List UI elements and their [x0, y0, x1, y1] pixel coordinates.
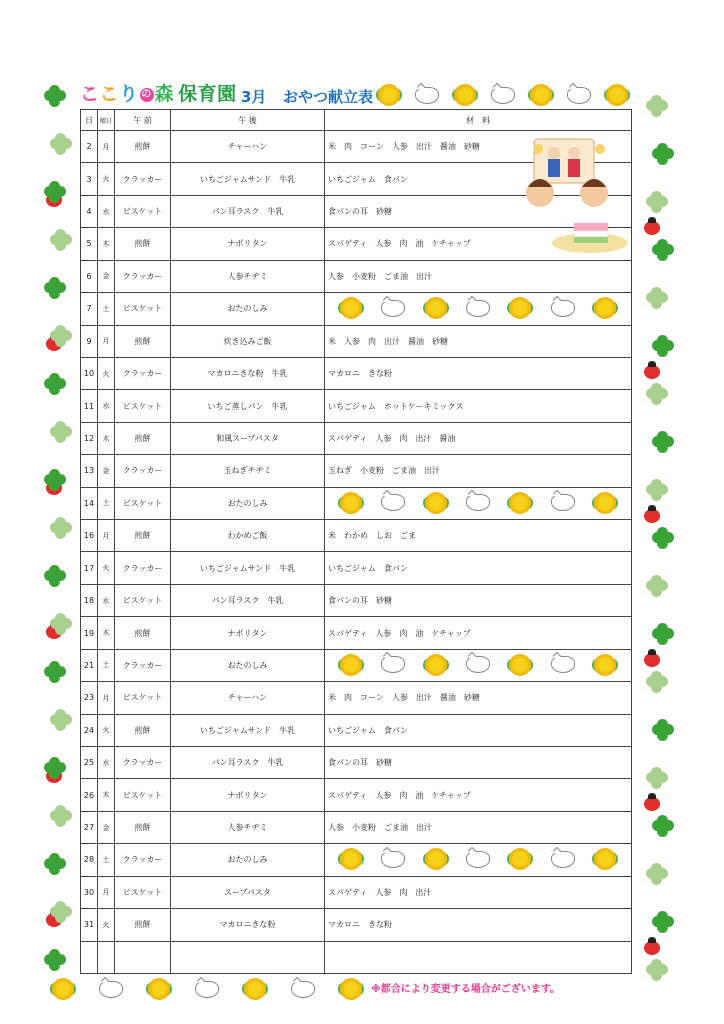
dandelion-icon: [425, 654, 447, 676]
am-snack-cell: [115, 941, 171, 973]
am-snack-cell: 煎餅: [115, 422, 171, 454]
day-cell: 7: [81, 293, 98, 325]
am-snack-cell: ビスケット: [115, 487, 171, 519]
cat-icon: [567, 87, 591, 104]
cat-icon: [381, 851, 405, 868]
ladybug-icon: [644, 365, 660, 379]
logo-char-2: こ: [99, 83, 120, 105]
table-row: [81, 779, 632, 811]
table-row: [81, 941, 632, 973]
am-snack-cell: 煎餅: [115, 714, 171, 746]
day-cell: 21: [81, 649, 98, 681]
day-cell: 3: [81, 163, 98, 195]
header-day: 日: [81, 110, 98, 131]
cell-garland-decoration: [340, 491, 616, 515]
dandelion-icon: [594, 297, 616, 319]
materials-cell: スパゲティ 人参 肉 油 ケチャップ: [325, 617, 632, 649]
dandelion-icon: [530, 84, 552, 106]
pm-snack-cell: チャーハン: [171, 682, 325, 714]
weekday-cell: 水: [98, 584, 115, 616]
clover-icon: [44, 85, 66, 107]
cat-icon: [381, 300, 405, 317]
materials-cell: いちごジャム 食パン: [325, 714, 632, 746]
header-pm: 午 後: [171, 110, 325, 131]
table-row: [81, 520, 632, 552]
weekday-cell: [98, 941, 115, 973]
table-row: [81, 552, 632, 584]
clover-icon: [646, 863, 668, 885]
clover-icon: [652, 623, 674, 645]
clover-icon: [646, 191, 668, 213]
weekday-cell: 土: [98, 293, 115, 325]
day-cell: 12: [81, 422, 98, 454]
page-title: おやつ献立表: [283, 88, 374, 106]
table-row: [81, 747, 632, 779]
table-row: [81, 876, 632, 908]
weekday-cell: 土: [98, 844, 115, 876]
dandelion-icon: [340, 848, 362, 870]
logo-char-6: 保育園: [178, 83, 237, 105]
materials-cell: 米 肉 コーン 人参 出汁 醤油 砂糖: [325, 131, 632, 163]
logo-char-4: の: [141, 89, 152, 100]
clover-icon: [44, 181, 66, 203]
materials-cell: [325, 487, 632, 519]
day-cell: 14: [81, 487, 98, 519]
clover-icon: [50, 229, 72, 251]
weekday-cell: 月: [98, 131, 115, 163]
weekday-cell: 火: [98, 357, 115, 389]
logo-char-3: り: [119, 83, 139, 105]
day-cell: 31: [81, 909, 98, 941]
nursery-logo: [80, 80, 237, 106]
table-row: [81, 487, 632, 519]
clover-icon: [646, 479, 668, 501]
am-snack-cell: 煎餅: [115, 228, 171, 260]
dandelion-icon: [594, 654, 616, 676]
day-cell: 27: [81, 811, 98, 843]
pm-snack-cell: おたのしみ: [171, 487, 325, 519]
weekday-cell: 火: [98, 909, 115, 941]
cell-garland-decoration: [340, 653, 616, 677]
weekday-cell: 木: [98, 617, 115, 649]
table-row: [81, 422, 632, 454]
dandelion-icon: [454, 84, 476, 106]
table-row: [81, 584, 632, 616]
cat-icon: [291, 981, 315, 998]
pm-snack-cell: 炊き込みご飯: [171, 325, 325, 357]
clover-icon: [50, 421, 72, 443]
pm-snack-cell: マカロニきな粉: [171, 909, 325, 941]
materials-cell: [325, 293, 632, 325]
ladybug-icon: [644, 221, 660, 235]
pm-snack-cell: おたのしみ: [171, 649, 325, 681]
clover-icon: [646, 95, 668, 117]
dandelion-icon: [340, 978, 362, 1000]
dandelion-icon: [425, 297, 447, 319]
am-snack-cell: 煎餅: [115, 131, 171, 163]
weekday-cell: 月: [98, 876, 115, 908]
day-cell: 23: [81, 682, 98, 714]
am-snack-cell: ビスケット: [115, 195, 171, 227]
weekday-cell: 水: [98, 747, 115, 779]
cat-icon: [551, 851, 575, 868]
am-snack-cell: 煎餅: [115, 617, 171, 649]
day-cell: 5: [81, 228, 98, 260]
table-row: [81, 357, 632, 389]
clover-icon: [44, 277, 66, 299]
table-row: [81, 714, 632, 746]
header-am: 午 前: [115, 110, 171, 131]
dandelion-icon: [509, 654, 531, 676]
materials-cell: [325, 649, 632, 681]
clover-icon: [50, 517, 72, 539]
cat-icon: [491, 87, 515, 104]
dandelion-icon: [509, 492, 531, 514]
weekday-cell: 火: [98, 163, 115, 195]
clover-icon: [646, 575, 668, 597]
day-cell: 28: [81, 844, 98, 876]
am-snack-cell: ビスケット: [115, 779, 171, 811]
clover-icon: [44, 373, 66, 395]
dandelion-icon: [594, 848, 616, 870]
pm-snack-cell: [171, 941, 325, 973]
logo-char-5: 森: [154, 83, 175, 105]
dandelion-icon: [594, 492, 616, 514]
am-snack-cell: クラッカー: [115, 260, 171, 292]
day-cell: 11: [81, 390, 98, 422]
clover-icon: [652, 431, 674, 453]
materials-cell: スパゲティ 人参 肉 出汁 醤油: [325, 422, 632, 454]
clover-icon: [646, 671, 668, 693]
logo-char-1: こ: [80, 83, 100, 105]
table-row: [81, 844, 632, 876]
weekday-cell: 土: [98, 487, 115, 519]
weekday-cell: 木: [98, 422, 115, 454]
cat-icon: [551, 494, 575, 511]
clover-icon: [50, 613, 72, 635]
weekday-cell: 金: [98, 455, 115, 487]
clover-icon: [652, 143, 674, 165]
clover-icon: [646, 959, 668, 981]
am-snack-cell: ビスケット: [115, 876, 171, 908]
clover-icon: [44, 661, 66, 683]
materials-cell: 米 人参 肉 出汁 醤油 砂糖: [325, 325, 632, 357]
materials-cell: 食パンの耳 砂糖: [325, 747, 632, 779]
dandelion-icon: [378, 84, 400, 106]
ladybug-icon: [644, 797, 660, 811]
weekday-cell: 火: [98, 714, 115, 746]
materials-cell: いちごジャム ホットケーキミックス: [325, 390, 632, 422]
dandelion-icon: [509, 848, 531, 870]
dandelion-icon: [148, 978, 170, 1000]
day-cell: 16: [81, 520, 98, 552]
am-snack-cell: クラッカー: [115, 844, 171, 876]
cat-icon: [466, 300, 490, 317]
cat-icon: [466, 494, 490, 511]
table-row: [81, 325, 632, 357]
pm-snack-cell: ナポリタン: [171, 228, 325, 260]
table-row: [81, 811, 632, 843]
materials-cell: マカロニ きな粉: [325, 909, 632, 941]
materials-cell: スパゲティ 人参 肉 出汁: [325, 876, 632, 908]
day-cell: 9: [81, 325, 98, 357]
pm-snack-cell: チャーハン: [171, 131, 325, 163]
materials-cell: スパゲティ 人参 肉 油 ケチャップ: [325, 779, 632, 811]
materials-cell: 米 わかめ しお ごま: [325, 520, 632, 552]
dandelion-icon: [509, 297, 531, 319]
cat-icon: [381, 494, 405, 511]
cell-garland-decoration: [340, 296, 616, 320]
weekday-cell: 水: [98, 195, 115, 227]
materials-cell: 食パンの耳 砂糖: [325, 195, 632, 227]
ladybug-icon: [644, 509, 660, 523]
materials-cell: いちごジャム 食パン: [325, 552, 632, 584]
day-cell: 30: [81, 876, 98, 908]
ladybug-icon: [644, 653, 660, 667]
table-row: [81, 293, 632, 325]
day-cell: 17: [81, 552, 98, 584]
table-header-row: [81, 110, 632, 131]
am-snack-cell: ビスケット: [115, 682, 171, 714]
change-notice: ※都合により変更する場合がございます。: [371, 984, 560, 995]
clover-icon: [646, 287, 668, 309]
pm-snack-cell: 人参チヂミ: [171, 260, 325, 292]
header-weekday: 曜日: [98, 110, 115, 131]
dandelion-icon: [340, 297, 362, 319]
day-cell: 2: [81, 131, 98, 163]
materials-cell: 人参 小麦粉 ごま油 出汁: [325, 260, 632, 292]
cat-icon: [195, 981, 219, 998]
am-snack-cell: 煎餅: [115, 811, 171, 843]
materials-cell: スパゲティ 人参 肉 油 ケチャップ: [325, 228, 632, 260]
clover-icon: [44, 565, 66, 587]
pm-snack-cell: わかめご飯: [171, 520, 325, 552]
pm-snack-cell: マカロニきな粉 牛乳: [171, 357, 325, 389]
clover-icon: [44, 949, 66, 971]
weekday-cell: 月: [98, 682, 115, 714]
weekday-cell: 土: [98, 649, 115, 681]
clover-icon: [44, 469, 66, 491]
am-snack-cell: クラッカー: [115, 357, 171, 389]
top-garland-decoration: [378, 82, 628, 108]
weekday-cell: 金: [98, 260, 115, 292]
pm-snack-cell: 人参チヂミ: [171, 811, 325, 843]
am-snack-cell: ビスケット: [115, 584, 171, 616]
cat-icon: [415, 87, 439, 104]
cat-icon: [381, 656, 405, 673]
am-snack-cell: クラッカー: [115, 747, 171, 779]
clover-icon: [50, 325, 72, 347]
clover-icon: [652, 527, 674, 549]
materials-cell: 食パンの耳 砂糖: [325, 584, 632, 616]
am-snack-cell: クラッカー: [115, 455, 171, 487]
table-row: [81, 617, 632, 649]
weekday-cell: 水: [98, 390, 115, 422]
am-snack-cell: クラッカー: [115, 649, 171, 681]
day-cell: 25: [81, 747, 98, 779]
clover-icon: [652, 335, 674, 357]
am-snack-cell: クラッカー: [115, 552, 171, 584]
day-cell: 13: [81, 455, 98, 487]
cat-icon: [551, 300, 575, 317]
clover-icon: [44, 757, 66, 779]
table-row: [81, 649, 632, 681]
dandelion-icon: [340, 492, 362, 514]
dandelion-icon: [52, 978, 74, 1000]
title-month: 3月: [241, 88, 267, 106]
am-snack-cell: 煎餅: [115, 909, 171, 941]
table-row: [81, 682, 632, 714]
cell-garland-decoration: [340, 847, 616, 871]
pm-snack-cell: いちごジャムサンド 牛乳: [171, 552, 325, 584]
am-snack-cell: ビスケット: [115, 293, 171, 325]
am-snack-cell: クラッカー: [115, 163, 171, 195]
clover-icon: [652, 815, 674, 837]
weekday-cell: 金: [98, 811, 115, 843]
am-snack-cell: 煎餅: [115, 325, 171, 357]
weekday-cell: 木: [98, 228, 115, 260]
day-cell: 10: [81, 357, 98, 389]
pm-snack-cell: スープパスタ: [171, 876, 325, 908]
pm-snack-cell: ナポリタン: [171, 617, 325, 649]
day-cell: 6: [81, 260, 98, 292]
day-cell: 24: [81, 714, 98, 746]
table-row: [81, 260, 632, 292]
dandelion-icon: [425, 848, 447, 870]
materials-cell: [325, 941, 632, 973]
dandelion-icon: [606, 84, 628, 106]
day-cell: 4: [81, 195, 98, 227]
materials-cell: [325, 844, 632, 876]
pm-snack-cell: いちごジャムサンド 牛乳: [171, 714, 325, 746]
pm-snack-cell: パン耳ラスク 牛乳: [171, 195, 325, 227]
am-snack-cell: ビスケット: [115, 390, 171, 422]
dandelion-icon: [244, 978, 266, 1000]
clover-icon: [50, 709, 72, 731]
cat-icon: [99, 981, 123, 998]
pm-snack-cell: ナポリタン: [171, 779, 325, 811]
dandelion-icon: [340, 654, 362, 676]
day-cell: 26: [81, 779, 98, 811]
clover-icon: [652, 911, 674, 933]
clover-icon: [646, 767, 668, 789]
weekday-cell: 月: [98, 520, 115, 552]
cat-icon: [466, 656, 490, 673]
clover-icon: [50, 133, 72, 155]
materials-cell: 人参 小麦粉 ごま油 出汁: [325, 811, 632, 843]
cat-icon: [551, 656, 575, 673]
clover-icon: [652, 239, 674, 261]
pm-snack-cell: パン耳ラスク 牛乳: [171, 584, 325, 616]
pm-snack-cell: おたのしみ: [171, 293, 325, 325]
dandelion-icon: [425, 492, 447, 514]
hina-doll-illustration: [524, 135, 630, 255]
weekday-cell: 月: [98, 325, 115, 357]
pm-snack-cell: パン耳ラスク 牛乳: [171, 747, 325, 779]
clover-icon: [646, 383, 668, 405]
clover-icon: [50, 805, 72, 827]
pm-snack-cell: 和風スープパスタ: [171, 422, 325, 454]
day-cell: 19: [81, 617, 98, 649]
table-row: [81, 455, 632, 487]
cat-icon: [466, 851, 490, 868]
table-row: [81, 390, 632, 422]
materials-cell: マカロニ きな粉: [325, 357, 632, 389]
weekday-cell: 火: [98, 552, 115, 584]
clover-icon: [44, 853, 66, 875]
day-cell: 18: [81, 584, 98, 616]
ladybug-icon: [644, 941, 660, 955]
pm-snack-cell: 玉ねぎチヂミ: [171, 455, 325, 487]
pm-snack-cell: おたのしみ: [171, 844, 325, 876]
header-materials: 材 料: [325, 110, 632, 131]
pm-snack-cell: いちごジャムサンド 牛乳: [171, 163, 325, 195]
day-cell: [81, 941, 98, 973]
table-row: [81, 909, 632, 941]
materials-cell: いちごジャム 食パン: [325, 163, 632, 195]
clover-icon: [50, 901, 72, 923]
materials-cell: 玉ねぎ 小麦粉 ごま油 出汁: [325, 455, 632, 487]
am-snack-cell: 煎餅: [115, 520, 171, 552]
clover-icon: [652, 719, 674, 741]
pm-snack-cell: いちご蒸しパン 牛乳: [171, 390, 325, 422]
weekday-cell: 木: [98, 779, 115, 811]
bottom-garland-decoration: [52, 976, 362, 1002]
materials-cell: 米 肉 コーン 人参 出汁 醤油 砂糖: [325, 682, 632, 714]
